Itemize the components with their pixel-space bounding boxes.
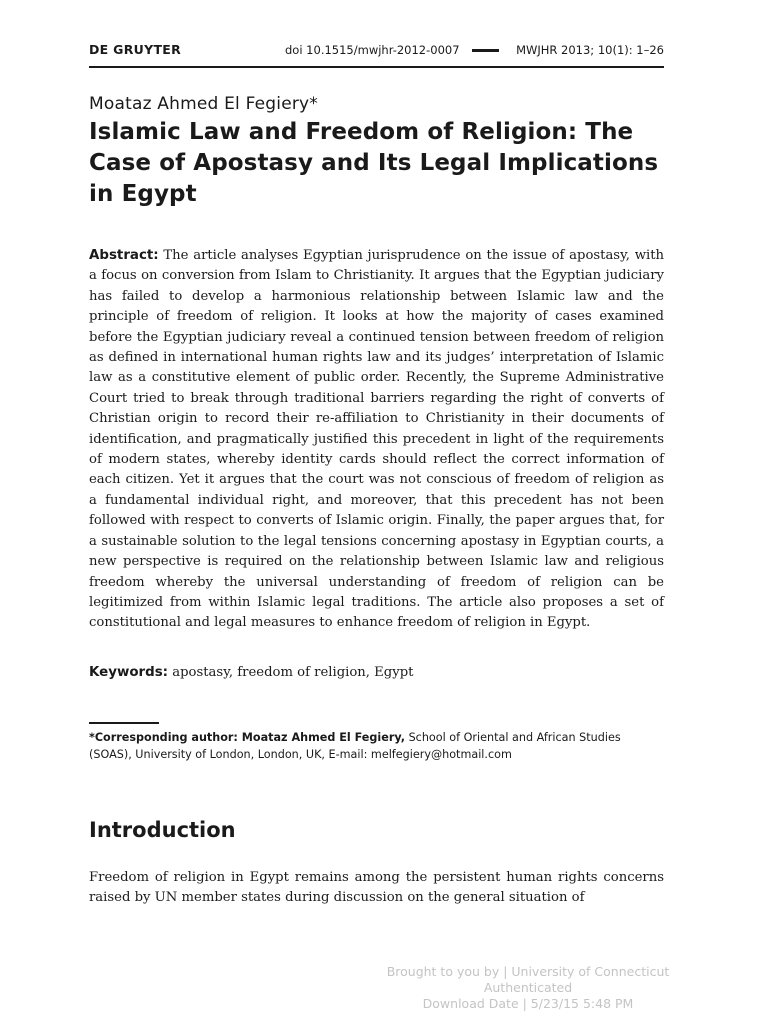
download-watermark <box>368 964 688 1012</box>
watermark-line-1: Brought to you by | University of Connecticut <box>386 964 670 979</box>
publisher-name: DE GRUYTER <box>89 42 182 57</box>
keywords-text: apostasy, freedom of religion, Egypt <box>172 665 414 680</box>
abstract-text: The article analyses Egyptian jurisprudence on the issue of apostasy, with a focus on conversion from Islam to Christianity. It argues that the Egyptian judiciary has failed to develop a harmonious relationship between Islamic law and the principle of freedom of religion. It looks at how the majority of cases examined before the Egyptian judiciary reveal a continued tension between freedom of religion as defined in international human rights law and its judges’ interpretation of Islamic law as a constitutive element of public order. Recently, the Supreme Administrative Court tried to break through traditional barriers regarding the right of converts of Christian origin to record their re-affiliation to Christianity in their documents of identification, and pragmatically justified this precedent in light of the requirements of modern states, whereby identity cards should reflect the correct information of each citizen. Yet it argues that the court was not conscious of freedom of religion as a fundamental individual right, and moreover, that this precedent has not been followed with respect to converts of Islamic origin. Finally, the paper argues that, for a sustainable solution to the legal tensions concerning apostasy in Egyptian courts, a new perspective is required on the relationship between Islamic law and religious freedom whereby the universal understanding of freedom of religion can be legitimized from within Islamic legal traditions. The article also proposes a set of constitutional and legal measures to enhance freedom of religion in Egypt. <box>89 248 664 631</box>
footnote-rule <box>89 722 159 724</box>
article-title: Islamic Law and Freedom of Religion: The Case of Apostasy and Its Legal Implications in Egypt <box>89 119 659 207</box>
author-name: Moataz Ahmed El Fegiery* <box>89 94 319 114</box>
keywords-label: Keywords: <box>89 665 169 680</box>
watermark-line-2: Authenticated <box>483 980 573 995</box>
footnote-label: *Corresponding author: Moataz Ahmed El Fegiery, <box>89 731 406 744</box>
abstract <box>89 246 664 634</box>
section-heading-introduction: Introduction <box>89 818 236 842</box>
journal-citation: MWJHR 2013; 10(1): 1–26 <box>516 43 664 57</box>
introduction-paragraph: Freedom of religion in Egypt remains among the persistent human rights concerns raised by UN member states during discussion on the general situation of <box>89 870 664 906</box>
header-dash <box>472 49 499 52</box>
abstract-label: Abstract: <box>89 248 159 263</box>
header-rule <box>89 66 664 68</box>
doi-link[interactable]: doi 10.1515/mwjhr-2012-0007 <box>285 43 460 57</box>
keywords <box>89 663 664 683</box>
running-header <box>89 40 664 60</box>
watermark-line-3: Download Date | 5/23/15 5:48 PM <box>422 996 634 1011</box>
corresponding-author-footnote <box>89 729 664 763</box>
footnote-text: School of Oriental and African Studies (SOAS), University of London, London, UK, E-mail: melfegiery@hotmail.com <box>89 731 621 761</box>
